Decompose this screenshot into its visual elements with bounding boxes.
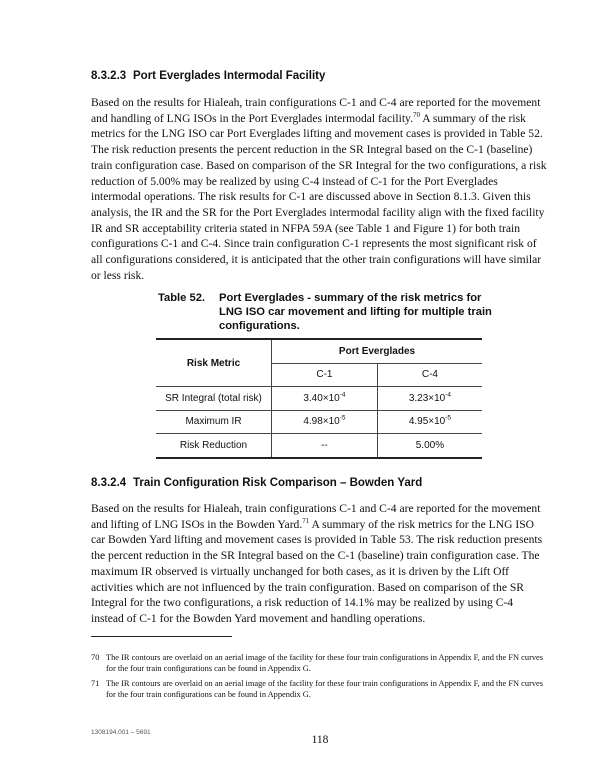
paragraph-text: A summary of the risk metrics for the LNG ISO car Bowden Yard lifting and movement cases is provided in Table 53. The risk reduction presents the percent reduction in the SR Integral based on the C-1 (baseline) train configuration case. The maximum IR observed is virtually unchanged for both cases, as it is driven by the Lift Off activities which are not influenced by the train configuration. Based on comparison of the SR Integral for the two configurations, a risk reduction of 14.1% may be realized by using C-4 instead of C-1 for the Bowden Yard movement and handling operations. bbox=[91, 517, 543, 625]
metric-cell: Maximum IR bbox=[156, 410, 272, 434]
risk-metrics-table bbox=[156, 338, 482, 459]
value-cell-c4: $4.95\times 10^{-5}$ bbox=[377, 410, 482, 434]
section-title: Port Everglades Intermodal Facility bbox=[133, 70, 326, 82]
table-row bbox=[156, 434, 482, 458]
table-row bbox=[156, 387, 482, 411]
footnote-70 bbox=[91, 652, 551, 674]
footnote-number: 70 bbox=[91, 653, 100, 662]
col-header-c1: C-1 bbox=[272, 363, 378, 387]
document-id: 1308194.001 – 5691 bbox=[91, 729, 151, 736]
footnote-71 bbox=[91, 678, 551, 700]
section-number: 8.3.2.3 bbox=[91, 70, 127, 82]
page-number: 118 bbox=[311, 734, 329, 746]
footnote-text: The IR contours are overlaid on an aerial image of the facility for these four train configurations in Appendix F, and the FN curves for the four train configurations can be found in Appendix G. bbox=[106, 679, 544, 699]
footnote-text: The IR contours are overlaid on an aerial image of the facility for these four train configurations in Appendix F, and the FN curves for the four train configurations can be found in Appendix G. bbox=[106, 653, 544, 673]
metric-cell: SR Integral (total risk) bbox=[156, 387, 272, 411]
section-title: Train Configuration Risk Comparison – Bowden Yard bbox=[133, 477, 423, 489]
value-cell-c1: -- bbox=[272, 434, 378, 458]
value-cell-c1: $4.98\times 10^{-5}$ bbox=[272, 410, 378, 434]
footnote-ref-71[interactable]: 71 bbox=[302, 516, 310, 525]
table-caption bbox=[158, 291, 498, 333]
value-cell-c4: 5.00% bbox=[415, 439, 445, 451]
group-header: Port Everglades bbox=[272, 339, 483, 363]
table-row bbox=[156, 410, 482, 434]
paragraph-text: A summary of the risk metrics for the LNG ISO car Port Everglades lifting and movement cases is provided in Table 52. The risk reduction presents the percent reduction in the SR Integral based on the C-1 (baseline) train configuration case. Based on comparison of the SR Integral for the two configurations, a risk reduction of 5.00% may be realized by using C-4 instead of C-1 for the Port Everglades intermodal operations. The risk results for C-1 are discussed above in Section 8.1.3. Given this analysis, the IR and the SR for the Port Everglades intermodal facility align with the fixed facility IR and SR acceptability criteria stated in NFPA 59A (see Table 1 and Figure 1) for both train configurations C-1 and C-4. Since train configuration C-1 represents the most significant risk of all configurations considered, it is anticipated that the other train configurations will have similar or less risk. bbox=[91, 111, 547, 282]
section-heading-8-3-2-4 bbox=[91, 477, 422, 489]
value-cell-c1: $3.40\times 10^{-4}$ bbox=[272, 387, 378, 411]
footnote-ref-70[interactable]: 70 bbox=[412, 110, 420, 119]
paragraph-text: Based on the results for Hialeah, train configurations C-1 and C-4 are reported for the movement and handling of LNG ISOs in the Port Everglades intermodal facility. bbox=[91, 96, 541, 125]
footnote-separator bbox=[91, 636, 232, 637]
col-header-c4: C-4 bbox=[377, 363, 482, 387]
risk-metric-header: Risk Metric bbox=[156, 339, 272, 387]
metric-cell: Risk Reduction bbox=[156, 434, 272, 458]
section-paragraph-port-everglades bbox=[91, 95, 547, 283]
section-number: 8.3.2.4 bbox=[91, 477, 127, 489]
table-caption-text: Port Everglades - summary of the risk metrics for LNG ISO car movement and lifting for multiple train configurations. bbox=[219, 292, 492, 332]
footnote-number: 71 bbox=[91, 679, 100, 688]
value-cell-c4: $3.23\times 10^{-4}$ bbox=[377, 387, 482, 411]
table-label: Table 52. bbox=[158, 292, 206, 304]
paragraph-text: Based on the results for Hialeah, train configurations C-1 and C-4 are reported for the movement and lifting of LNG ISOs in the Bowden Yard. bbox=[91, 502, 541, 531]
section-paragraph-bowden-yard bbox=[91, 501, 547, 627]
section-heading-8-3-2-3 bbox=[91, 70, 325, 82]
